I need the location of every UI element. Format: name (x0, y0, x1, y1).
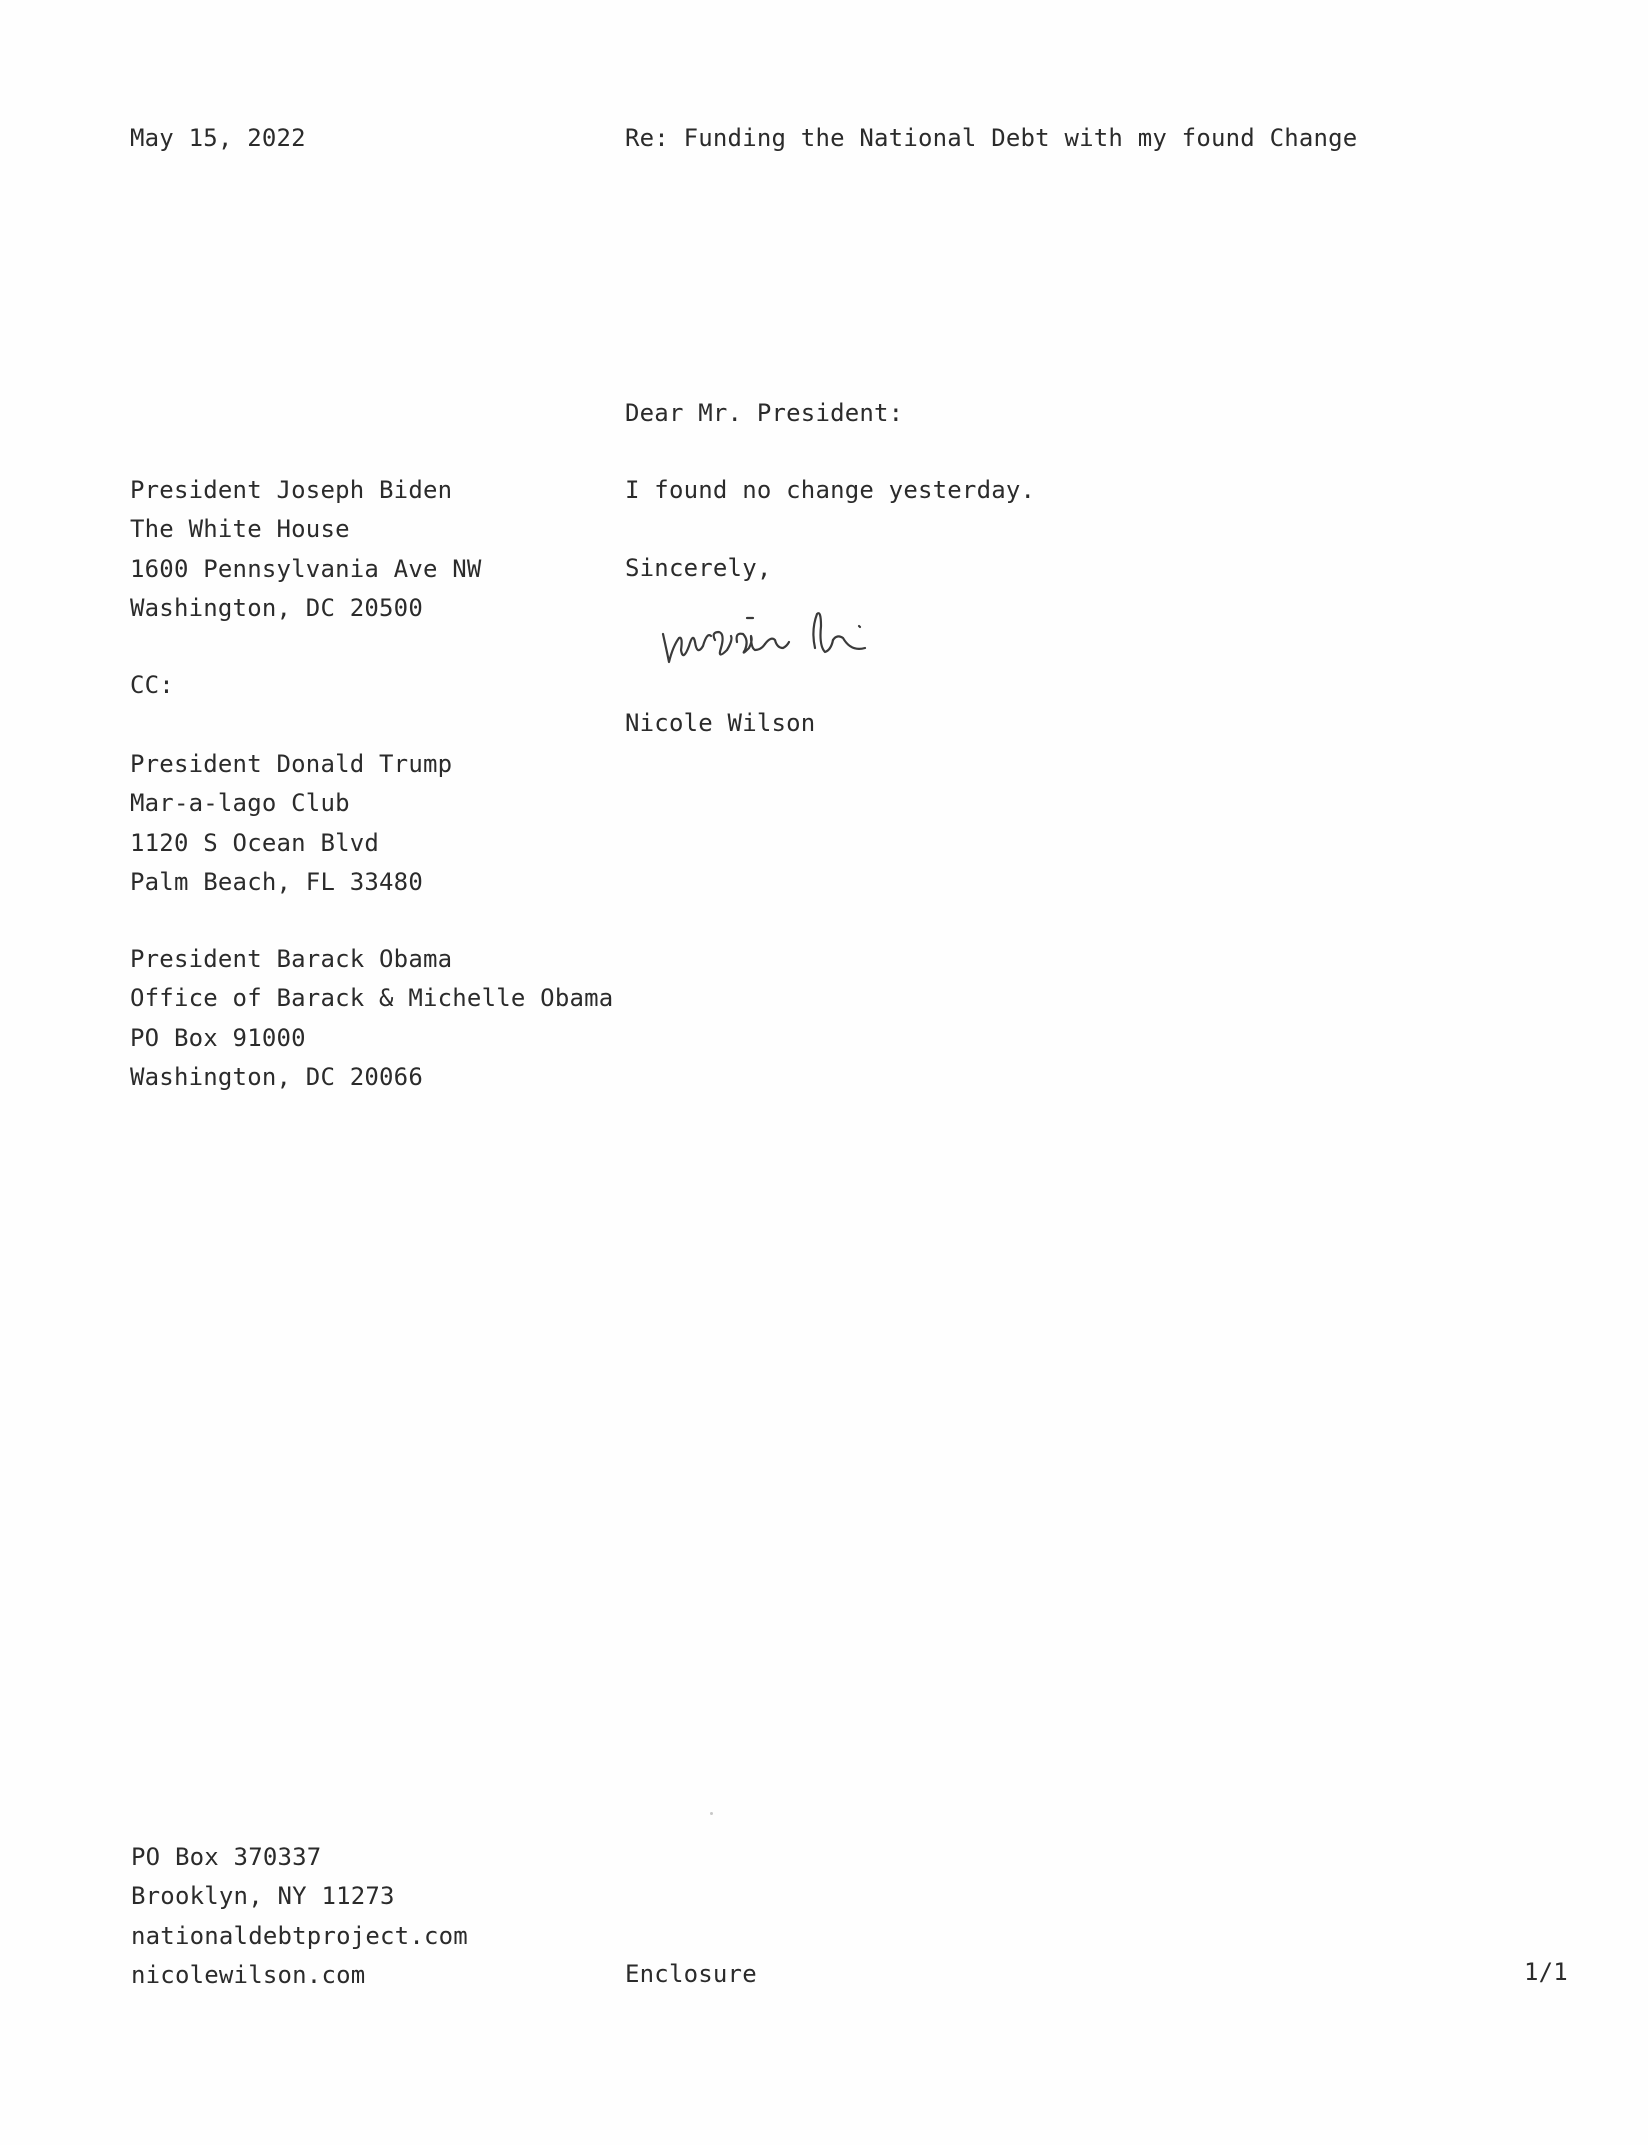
handwritten-signature (655, 590, 955, 680)
signer-name: Nicole Wilson (625, 709, 816, 737)
address-line: 1120 S Ocean Blvd (130, 828, 380, 857)
letter-date: May 15, 2022 (130, 124, 306, 152)
address-line: President Donald Trump (130, 750, 453, 778)
address-line: Mar-a-lago Club (130, 789, 350, 818)
enclosure-note: Enclosure (625, 1960, 757, 1988)
cc-label: CC: (130, 671, 174, 699)
address-line: 1600 Pennsylvania Ave NW (130, 554, 482, 583)
letter-body: I found no change yesterday. (625, 476, 1036, 504)
address-line: Palm Beach, FL 33480 (130, 867, 423, 896)
sender-address (131, 1838, 468, 1995)
cc-recipient-address (130, 940, 613, 1097)
address-line: President Barack Obama (130, 945, 453, 973)
scan-speck (710, 1812, 713, 1815)
sender-website: nicolewilson.com (131, 1960, 366, 1989)
address-line: Office of Barack & Michelle Obama (130, 984, 614, 1013)
cc-recipient-address (130, 745, 452, 902)
address-line: The White House (130, 515, 350, 544)
salutation: Dear Mr. President: (625, 399, 904, 427)
recipient-address (130, 471, 482, 628)
address-line: Washington, DC 20500 (130, 593, 423, 622)
address-line: President Joseph Biden (130, 476, 453, 504)
closing: Sincerely, (625, 554, 772, 582)
page-number: 1/1 (1524, 1958, 1568, 1986)
sender-line: PO Box 370337 (131, 1843, 322, 1871)
address-line: PO Box 91000 (130, 1023, 306, 1052)
sender-line: Brooklyn, NY 11273 (131, 1882, 395, 1911)
letter-subject: Re: Funding the National Debt with my found Change (625, 124, 1358, 152)
sender-website: nationaldebtproject.com (131, 1921, 468, 1950)
address-line: Washington, DC 20066 (130, 1062, 423, 1091)
